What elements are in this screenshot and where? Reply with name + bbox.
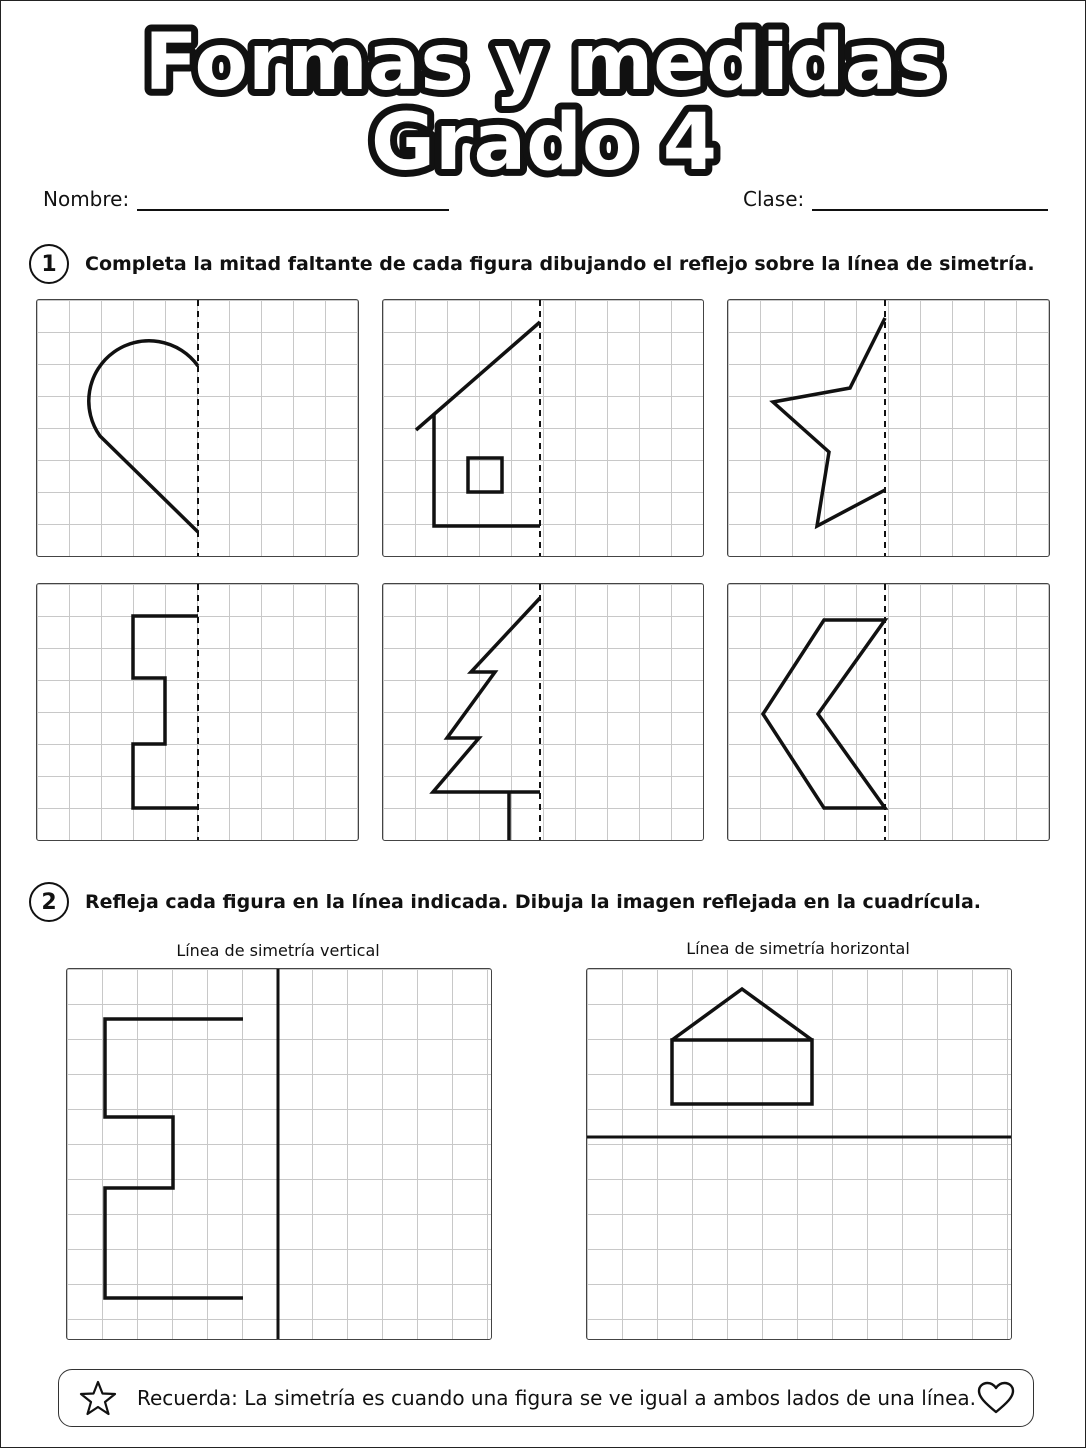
class-label: Clase: bbox=[743, 187, 805, 211]
grid-house[interactable] bbox=[382, 299, 704, 557]
vertical-symmetry-caption: Línea de simetría vertical bbox=[176, 941, 380, 960]
class-line[interactable] bbox=[812, 187, 1048, 211]
name-label: Nombre: bbox=[43, 187, 130, 211]
name-line[interactable] bbox=[137, 187, 449, 211]
star-icon bbox=[79, 1380, 117, 1416]
title-line-1: Formas y medidas bbox=[144, 18, 944, 108]
tree-half-figure bbox=[383, 584, 703, 840]
horizontal-symmetry-caption: Línea de simetría horizontal bbox=[686, 939, 910, 958]
question-2 bbox=[29, 882, 981, 922]
question-number-1: 1 bbox=[29, 244, 69, 284]
chevron-half-figure bbox=[728, 584, 1049, 840]
question-1 bbox=[29, 244, 1035, 284]
bracket-half-figure bbox=[37, 584, 358, 840]
title-line-2: Grado 4 bbox=[371, 98, 717, 181]
heart-half-figure bbox=[37, 300, 358, 556]
class-field[interactable] bbox=[743, 187, 1048, 211]
grid-tree[interactable] bbox=[382, 583, 704, 841]
question-1-text: Completa la mitad faltante de cada figura dibujando el reflejo sobre la línea de simetría. bbox=[85, 253, 1035, 275]
house-half-figure bbox=[383, 300, 703, 556]
grid-star[interactable] bbox=[727, 299, 1050, 557]
grid-horizontal-reflection[interactable] bbox=[586, 968, 1012, 1340]
e-shape-figure bbox=[67, 969, 491, 1339]
grid-vertical-reflection[interactable] bbox=[66, 968, 492, 1340]
worksheet-title bbox=[1, 1, 1086, 181]
reminder-text: Recuerda: La simetría es cuando una figura se ve igual a ambos lados de una línea. bbox=[137, 1386, 976, 1410]
house-shape-figure bbox=[587, 969, 1011, 1339]
heart-icon bbox=[977, 1381, 1015, 1415]
name-field[interactable] bbox=[43, 187, 449, 211]
question-2-text: Refleja cada figura en la línea indicada. Dibuja la imagen reflejada en la cuadrícula. bbox=[85, 891, 981, 913]
reminder-box bbox=[58, 1369, 1034, 1427]
question-number-2: 2 bbox=[29, 882, 69, 922]
grid-chevron[interactable] bbox=[727, 583, 1050, 841]
star-half-figure bbox=[728, 300, 1049, 556]
grid-bracket[interactable] bbox=[36, 583, 359, 841]
grid-heart[interactable] bbox=[36, 299, 359, 557]
